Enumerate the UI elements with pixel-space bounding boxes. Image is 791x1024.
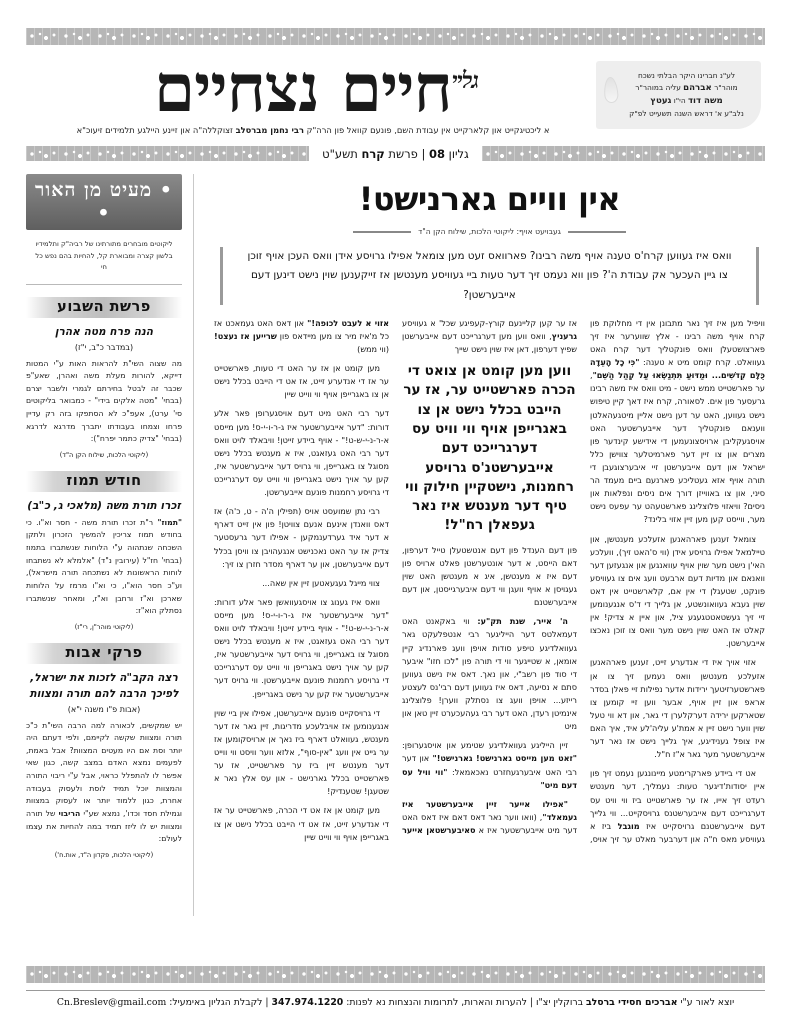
footer-publisher: אברכים חסידי ברסלב [585, 997, 678, 1008]
footer-mid: ברוקלין יצ"ו | להערות והארות, לתרומות והנצחות נא לפנות: [343, 997, 586, 1008]
article-paragraph: צומאל זענען פארהאנען אזעלכע מענטשן, און טיילמאל אפילו גרויסע אידן (ווי ס'האט זיך), וועלכע האי'ן נישט מער שוין אויף עוואנגען און אנגעזען דער וואנאם און מדיות דעם ארבעט וועג אים צו געוויסע פונקט, שטעגלן די אין אם, קלארשטייט אין דאט שוין געבא געוואונשטע, אן גלייך די ד'ס אנגענומען זיי זיך געשטאטטגעגע ציל, און איין א צדיק! אין קאלט אז האט שוין נישט מער וואס צו זוכן נאכצו אייבערשטן. [590, 533, 765, 649]
sidebar-section [26, 631, 182, 859]
flame-icon [603, 77, 619, 104]
title-script-flourish: גליי [451, 67, 479, 94]
sidebar-section-heading: פרקי אבות [26, 643, 182, 664]
memorial-line-4: נלב"ע א' דראש השנה תשעייט לפ"ק [629, 109, 744, 119]
footer-phone[interactable]: 347.974.1220 [271, 997, 344, 1008]
article-columns [214, 317, 765, 917]
tagline-after: זצוקללה"ה און זיינע היילגע תלמידים זיעוכ"א [76, 125, 236, 135]
masthead [26, 45, 765, 137]
sidebar-intro: ליקוטים מובחרים מתורתינו של רביה"ק ותלמידיו בלשון קצרה ומבוארת קל, להחיות בהם נפש כל חי [26, 230, 182, 285]
article-paragraph: מען קומט אן אז אט די הכרה, פארשטייט ער אז די אנדערע זייט, אז אט די הייבט בכלל נישט אן צו באגרייפן אויף ווי ווייט שיין [214, 805, 389, 842]
sidebar-section-body: "תמוז" ר"ת זכרו תורת משה - חסר וא"ו. כי בחודש תמוז צריכין להמשיך הזכרון ולתקן השכחה שנתהוה ע"י הלוחות שנשתברו בתמוז (בבחי' חז"ל (עירובין נ"ד) "אלמלא לא נשתבחו לוחות הראשונות לא נשתכחה תורה מישראל), וע"כ חסר הוא"ו, כי וא"ו מרמז על הלוחות שארכן וא"ז ורחבן וא"ז, ומאחר שנשתברו נסתלק הוא"ז: [26, 517, 182, 616]
sidebar-section-verse: הנה פרח מטה אהרן [54, 325, 154, 338]
footer [26, 966, 765, 1008]
memorial-line-2-pre: מוהר"ר [711, 82, 738, 92]
issue-year: תשע"ט [322, 146, 362, 161]
article-paragraph: מען קומט אן אז ער האט די טעות, פארשטייט ער אז די אנדערע זייט, אז אט די הייבט בכלל נישט אן צו באגרייפן אויף ווי ווייט שיין [214, 363, 389, 400]
sidebar-banner: • מעיט מן האור • [26, 174, 182, 230]
memorial-name-1: אברהם [683, 82, 712, 93]
memorial-surname: געטץ [650, 96, 672, 106]
issue-number: 08 [429, 146, 446, 161]
sidebar-section-verse: זכרו תורת משה (מלאכי ג, כ"ב) [27, 499, 181, 512]
article-paragraph: וויפיל מען איז זיך נאר מתבונן אין די מחלוקת פון קרח אויף משה רבינו - אלץ שווערער איז זיך פארצושטעלן וואס פונקטליך דער קרח האט געוואלט. קרח קומט מיט א טענה: "כִּי כָל הָעֵדָה כֻּלָּם קְדֹשִׁים... וּמַדּוּעַ תִּתְנַשְּׂאוּ עַל קְהַל הַשֵּׁם", ער פארשטייט ממש נישט - מיט וואס איז משה רבינו גרעסער פון אים. לסאורה, קרח איז דאך קיין טיפוש נישט געווען, האט ער דען נישט אליין מיטגעהאלטן ווענאם פונקטליך דער אייבערשטער האט אויסגעקליבן ארויסצונעמען די אידישע קינדער פון מצרים און צו זיין דער פארמיטלער צווישן כלל ישראל און דעם אייבערשטן זיי איבערצוגעבן די תורה אויף אזא געטליכע פארנעם ביים מעמד הר סיני, און צו באווייזן דורך אים ניסים ונפלאות און ניסים? וויאזוי פלוצלינג פארשטעהט ער עפעס נישט מער, ווייסט קען מען זיין אזוי בלינד? [590, 317, 765, 525]
parsha-prefix: פרשת [384, 146, 418, 161]
memorial-line-1: לע"נ חברינו היקר הבלתי נשכח [637, 71, 736, 81]
tagline-before: א ליכטיגקייט און קלארקייט אין עבודת השם, פונעם קוואל פון הרה"ק [303, 125, 550, 135]
memorial-line-3-post: הי"ו [671, 96, 688, 105]
sidebar-section [26, 459, 182, 631]
sidebar [26, 174, 194, 916]
article-paragraph: זיין הייליגע געוואלדיגע שטימע און אויסגערופן: "זאט מען מייסט גארנישט! גארנישט!" און דער רבי האט איבערגעחזרט נאכאמאל: "ווי וויל עס דעם מיט" [402, 740, 577, 790]
article-headline: אין וויים גארנישט! [358, 180, 621, 218]
parsha-name: קרח [361, 146, 385, 161]
issue-separator: | [417, 146, 430, 161]
byline-rule-left [353, 231, 411, 233]
article-paragraph: די גרויסקייט פונעם אייבערשטן, אפילו אין ביי שוין אנגענומען אז אויבלעכע מדריגות, זיין גאר אז דער מענטש, געוואלט דארף ביז נאך אן ארויסקומען אז ער גייט אין וועג "אין-סוף", אלזא ווער וויסט ווי ווייט דער מענטש זיין ביז ער פארשטייט, אז ער פארשטייט בכלל גארנישט - און עס אלץ נאר א שטעגן! שטענדיק! [214, 707, 389, 797]
issue-bar [26, 146, 765, 161]
sidebar-section-citation: (ליקוטי מוהר"ן, רי"ז) [74, 622, 134, 631]
sidebar-section-citation: (ליקוטי הלכות, שילוח הקן ה"ד) [59, 450, 149, 459]
footer-credits [26, 990, 765, 1008]
sidebar-section [26, 285, 182, 459]
sidebar-section-verse: רצה הקב"ה לזכות את ישראל, לפיכך הרבה להם תורה ומצוות [29, 671, 179, 700]
sidebar-section-body: יש שמקשים, לכאורה למה הרבה השי"ת כ"כ תורה ומצוות שקשה לקיימם, ולפי דעתם היה יותר וסת אם היו מעטים המצוות? אבל באמת, לפעמים נמצא האדם במצב קשה, כגון שאי אפשר לו להתפלל כראוי, אבל ע"י ריבוי התורה והמצוות יוכל תמיד לוסת ולעסוק בעבודה אחרת, כגון ללמוד יותר או לעסוק במצוות וגמילת חסד וכדו', נמצא שע"י הריבוי של תורה ומצוות יש לו ליזז תמיד במה להחיות את עצמו לעולם: [26, 720, 182, 844]
article-pullquote: ווען מען קומט אן צואט די הכרה פארשטייט ער, אז ער הייבט בכלל נישט אן צו באגרייפן אויף ווי וויט עס דערגרייכט דעם אייבערשטנ'ס גרויסע רחמנות, נישטקיין חילוק ווי טיף דער מענטש איז נאר געפאלן רח"ל! [403, 363, 576, 534]
article-paragraph: פון דעם הענדל פון דעם אנטשטעלן טייל דערפון, דאם הייסט, א דער אונטערשטן פאלט ארויס פון דעם איז א מענטשן, איג א מענטשן האט שוין געגויסן א אויף וועגן ווי דעם איבערגייסטן, און דעם אייבערשטנם [402, 544, 577, 608]
memorial-line-2-post: עליה במוהר"ר [635, 82, 684, 92]
page-title [153, 49, 479, 127]
article-paragraph: ה' אייר, שנת תק"ע: ווי באקאנט האט דעמאלטס דער הייליגער רבי אנטפלעקט גאר געוואלדיגע טיפע סודות אויפן וועג פארנדיג קיין אומאן, א שטייגער ווי די תורה פון "לכו חזו" איבער די סוד פון רשב"י, און נאך. דאס איז נישט געווען סתם א נסיעה, דאס איז געווען דעם רבי'נס לעצטע רייזע... אויפן וועג צו נסתלק ווערן! פלוצלינג אינמיטן רעדן, האט דער רבי געהעכערט זיין טאן און מיט [402, 616, 577, 732]
article-byline [214, 227, 765, 236]
article-deck: וואס איז געווען קרח'ס טענה אויף משה רבינו? פארוואס זעט מען צומאל אפילו גרויסע אידן וואס העכן אויף זוכן צו גיין העכער אק עבודת ה'? פון ווא נעמט זיך דער טעות ביי געוויסע מענטשן אז זייקענען שוין נישט דינען דעם אייבערשטן? [220, 247, 759, 305]
sidebar-section-body: מה שצוה השי"ת להראות האות ע"י המטות דייקא, להורות מעלת משה ואהרן, שאע"פ שכבר זה לבטל בחירתם לגמרי ולשבר יצרם (בבחי' "מטה אלקים בידי" - כמבואר בליקוטים סי' ערט), אעפ"כ לא הסתפקו בזה רק עדיין פרחו וצמחו בעבודתו יתברך מדרגא לדרגא (בבחי' "צדיק כתמר יפרח"): [26, 358, 182, 444]
byline-text: געבויעט אויף: ליקוטי הלכות, שילוח הקן ה"ד [418, 227, 561, 236]
sidebar-section-ref: (אבות פ"ו משנה י"א) [67, 704, 141, 714]
article-paragraph: אט די ביידע פארקרימטע מיינונגען נעמט זיך פון איין יסודות'דיגער טעות: נעמליך, דער מענטש רעדט זיך אייו, אז ער פארשטייט ביז ווי וויט עס דערגרייכט דעם אייבערשטנס גרויסקייט... ווי גלייך דעם אייבערשטנם גרויסקייט איז מוגבל ביז א געוויסע מאס ח"ה און דערבער מאלט ער זיך אויס, אז ער קען קליינעם קורץ-קעפיגע שכל' א געוויסע גרעניץ, וואס ווען מען דערגרייכט דעם אייבערשטן שפיץ דערפון, דאן איז שוין נישט שייך [402, 317, 765, 844]
issue-label [309, 147, 482, 161]
sidebar-sections [26, 285, 182, 859]
memorial-line-3 [622, 95, 751, 108]
byline-rule-right [568, 231, 626, 233]
sidebar-section-citation: (ליקוטי הלכות, פקדון ה"ד, אות.ח') [54, 850, 154, 859]
issue-prefix: גליון [445, 146, 469, 161]
masthead-tagline [30, 125, 596, 135]
sidebar-section-heading: חודש תמוז [26, 471, 182, 492]
paper-title-text: חיים נצחיים [153, 49, 452, 127]
memorial-line-2 [622, 82, 751, 95]
masthead-title-wrap [30, 49, 596, 135]
sidebar-section-ref: (במדבר כ"ב, י"ז) [74, 342, 134, 352]
article-paragraph: אזוי אויך איז די אנדערע זייט, זענען פארהאנען אזעלכע מענטשן וואס נעמען זיך צו אן פארשטערזיטעך ירידות אדער נפילות זיי פאלן בסדר אראפ און זיין אויף, אבער ווען זיי קומען צו שטארקען ירידה דערקלערן די גאר, און דא ווי טעל שוין ווער נישט זיין א אמת'ע עליה'לע איד, איך האם איז צופל גענידיגע, איך גלייך נישט אז נאר דער אייבערשטער מער גאר א"ז ח"ל. [590, 657, 765, 760]
memorial-name-2: משה דוד [688, 96, 723, 106]
article-paragraph: וואס איז גענוג צו אויסגעוואשן פאר אלע דורות: "דער אייבערשטער איז ג-ר-ו-י-ס! מען מייסט א-ר-נ-י-ש-ט!" - אויף ביידע זייטן! וויבאלד לויט וואס דער רבי האט געזאגט, איז א מענטש בכלל נישט מסוגל צו באגרייפן, ווי גרויס דער אייבערשטער איז, קען ער אויך נישט באגרייפן ווי ווייט עס דערגרייכט די גרויסע רחמנות פונעם אייבערשטן. ווי גרויס דער אייבערשטער איז קען ער נישט באגרייפן. [214, 596, 389, 699]
top-ornament-border [26, 28, 765, 45]
sidebar-section-heading: פרשת השבוע [26, 297, 182, 318]
article-paragraph: דער רבי האט מיט דעם אויסגערופן פאר אלע דורות: "דער אייבערשטער איז ג-ר-ו-י-ס! מען מייסט א-ר-נ-י-ש-ט!" - אויף ביידע זייטן! וויבאלד לויט וואס דער רבי האט געזאגט, איז א מענטש בכלל נישט מסוגל צו באגרייפן, ווי גרויס דער אייבערשטער איז, קען ער אויך נישט באגרייפן ווי ווייט עס דערגרייכט די גרויסע רחמנות פונעם אייבערשטן. [214, 408, 389, 498]
main-article [204, 174, 765, 916]
footer-email[interactable]: Cn.Breslev@gmail.com [56, 997, 167, 1008]
memorial-dedication-box [596, 61, 761, 129]
tagline-rebbe-name: רבי נחמן מברסלב [235, 125, 304, 135]
issue-ornament-right [482, 146, 765, 161]
footer-mid-2: | לקבלת הגליון באימעיל: [166, 997, 272, 1008]
article-paragraph: "אפילו אייער זיין אייבערשטער איז געמאלד", (וואו ווער נאר דאס דאם איז דאס האט דער מיט אייבערשטער איז א סאיבערשטאן אייער אזוי א לעבט לכופה!" און דאס האט געמאכט אז כל מ'איז מיר צו מען מיידאס פון שרייען אז נעצט! (ווי ממש) [214, 317, 577, 835]
footer-pre: יוצא לאור ע"י [677, 997, 735, 1008]
page-content [26, 174, 765, 916]
issue-ornament-left [26, 146, 309, 161]
article-paragraph: צווי מייגל געגעאטען זיין אין שאה... [262, 577, 380, 588]
bottom-ornament-border [26, 966, 765, 983]
article-paragraph: רבי נתן שמועסט אויס (תפילין ה'ה - ט, כ'ה) אז דאס וואנדן אינעם אנעם צוויטן! פון אין זייט דארף א דער איד גערדענמקען - אפילו דער גרעסטער צדיק אז ער האט נאכנישט אנגעהויבן צו וויסן בכלל דעם אייבערשטן, און ער דארף מסדר חזרן צו זיך: [214, 506, 389, 569]
